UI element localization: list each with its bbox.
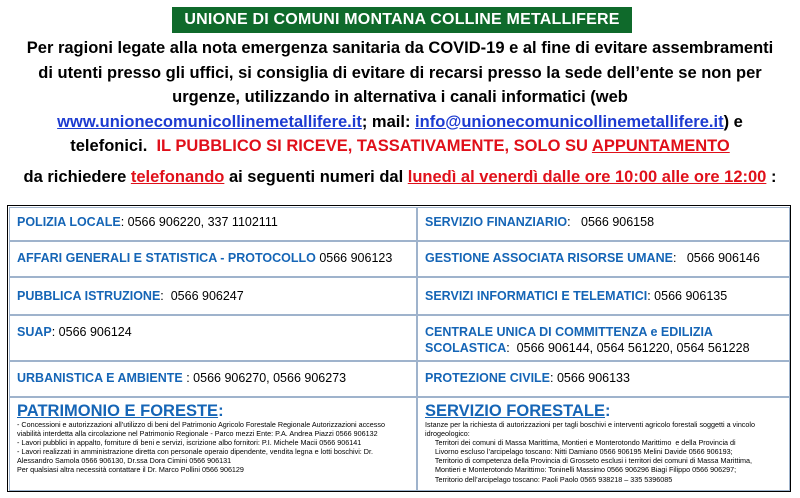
contacts-table — [7, 205, 791, 492]
forestale-title — [425, 403, 782, 419]
affari-phone: 0566 906123 — [315, 251, 393, 265]
istruzione-phone: : 0566 906247 — [160, 289, 244, 303]
cell-servizio-finanziario — [417, 207, 790, 241]
forestale-title-colon: : — [605, 402, 611, 420]
header-title: UNIONE DI COMUNI MONTANA COLLINE METALLIFERE — [184, 11, 620, 28]
protezione-label: PROTEZIONE CIVILE — [425, 371, 551, 385]
phoning-word: telefonando — [130, 167, 225, 186]
mail-prefix: ; mail: — [361, 112, 416, 131]
numbers-text: ai seguenti numeri dal — [228, 167, 404, 186]
cell-pubblica-istruzione — [9, 277, 417, 315]
notice-line-6 — [12, 165, 788, 190]
suap-label: SUAP — [17, 325, 52, 339]
suap-phone: : 0566 906124 — [51, 325, 132, 339]
website-link[interactable]: www.unionecomunicollinemetallifere.it — [57, 112, 362, 131]
telefonici-text: telefonici. — [70, 137, 148, 155]
patrimonio-line: - Lavori pubblici in appalto, forniture di beni e servizi, iscrizione albo fornitori: P.I. Michele Macii 0566 906141 — [17, 438, 362, 448]
affari-label: AFFARI GENERALI E STATISTICA - PROTOCOLLO — [17, 251, 316, 265]
patrimonio-line: viabilità interdetta alla circolazione nel Patrimonio Regionale - Parco mezzi Ente: P.A. Andrea Piazzi 0566 906132 — [17, 429, 378, 439]
colon: : — [770, 167, 777, 186]
cell-servizio-forestale — [417, 397, 790, 491]
finanziario-phone: : 0566 906158 — [567, 215, 655, 229]
urbanistica-phones: : 0566 906270, 0566 906273 — [182, 371, 347, 385]
line-4-suffix: ) e — [723, 112, 743, 131]
patrimonio-line: Alessandro Samola 0566 906130, Dr.ssa Dora Cimini 0566 906131 — [17, 456, 232, 466]
polizia-label: POLIZIA LOCALE — [17, 215, 121, 229]
patrimonio-line: - Concessioni e autorizzazioni all’utilizzo di beni del Patrimonio Agricolo Forestale Regionale Autorizzazioni accesso — [17, 420, 385, 429]
informatici-label: SERVIZI INFORMATICI E TELEMATICI — [425, 289, 648, 303]
opening-hours: lunedì al venerdì dalle ore 10:00 alle ore 12:00 — [407, 167, 767, 186]
forestale-title-text: SERVIZIO FORESTALE — [425, 402, 605, 420]
urbanistica-label: URBANISTICA E AMBIENTE — [17, 371, 183, 385]
cell-polizia-locale — [9, 207, 417, 241]
polizia-phone: : 0566 906220, 337 1102111 — [120, 215, 278, 229]
patrimonio-title-colon: : — [218, 402, 224, 420]
notice-line-1: Per ragioni legate alla nota emergenza sanitaria da COVID-19 e al fine di evitare assembramenti — [26, 39, 774, 57]
notice-line-3: urgenze, utilizzando in alternativa i canali informatici (web — [172, 88, 628, 106]
cell-protezione-civile — [417, 361, 790, 397]
protezione-phone: : 0566 906133 — [550, 371, 630, 385]
risorse-phone: : 0566 906146 — [672, 251, 760, 265]
patrimonio-title — [17, 403, 409, 419]
cell-centrale-unica — [417, 315, 790, 361]
cell-patrimonio-foreste — [9, 397, 417, 491]
cell-risorse-umane — [417, 241, 790, 277]
patrimonio-line: Per qualsiasi altra necessità contattare il Dr. Marco Pollini 0566 906129 — [17, 465, 244, 475]
forestale-line: idrogeologico: — [425, 429, 470, 439]
patrimonio-title-text: PATRIMONIO E FORESTE — [17, 402, 219, 420]
istruzione-label: PUBBLICA ISTRUZIONE — [17, 289, 161, 303]
forestale-line: Territorio dell’arcipelago toscano: Paoli Paolo 0565 938218 – 335 5396085 — [425, 474, 673, 484]
covid-notice — [12, 36, 788, 189]
risorse-label: GESTIONE ASSOCIATA RISORSE UMANE — [425, 251, 673, 265]
cell-affari-generali — [9, 241, 417, 277]
centrale-label-line1: CENTRALE UNICA DI COMMITTENZA e EDILIZIA — [425, 325, 713, 339]
informatici-phone: : 0566 906135 — [647, 289, 728, 303]
cell-suap — [9, 315, 417, 361]
forestale-line: Territori dei comuni di Massa Marittima, Montieri e Monterotondo Marittimo e della Provincia di — [425, 438, 736, 448]
notice-line-5 — [12, 134, 788, 159]
cell-servizi-informatici — [417, 277, 790, 315]
finanziario-label: SERVIZIO FINANZIARIO — [425, 215, 568, 229]
request-text: da richiedere — [23, 167, 127, 186]
header-banner — [172, 7, 632, 33]
cell-urbanistica — [9, 361, 417, 397]
appointment-warning: IL PUBBLICO SI RICEVE, TASSATIVAMENTE, SOLO SU — [156, 137, 588, 155]
centrale-label-line2: SCOLASTICA — [425, 341, 507, 355]
notice-line-4 — [12, 110, 788, 135]
notice-line-2: di utenti presso gli uffici, si consiglia di evitare di recarsi presso la sede dell’ente se non per — [38, 63, 762, 82]
email-link[interactable]: info@unionecomunicollinemetallifere.it — [415, 112, 724, 131]
forestale-line: Montieri e Monterotondo Marittimo: Toninelli Massimo 0566 906296 Biagi Filippo 0566 906297; — [425, 465, 737, 475]
forestale-line: Istanze per la richiesta di autorizzazioni per tagli boschivi e interventi agricolo forestali soggetti a vincolo — [425, 420, 755, 429]
forestale-line: Livorno escluso l’arcipelago toscano: Nitti Damiano 0566 906195 Melini Davide 0566 906193; — [425, 447, 733, 457]
patrimonio-line: - Lavori realizzati in amministrazione diretta con personale operaio dipendente, vendita legna e lotti boschivi: Dr. — [17, 447, 373, 457]
appointment-word: APPUNTAMENTO — [591, 137, 730, 155]
forestale-line: Territorio di competenza della Provincia di Grosseto esclusi i territori dei comuni di Massa Marittima, — [425, 456, 753, 466]
centrale-phones: : 0566 906144, 0564 561220, 0564 561228 — [506, 341, 750, 355]
